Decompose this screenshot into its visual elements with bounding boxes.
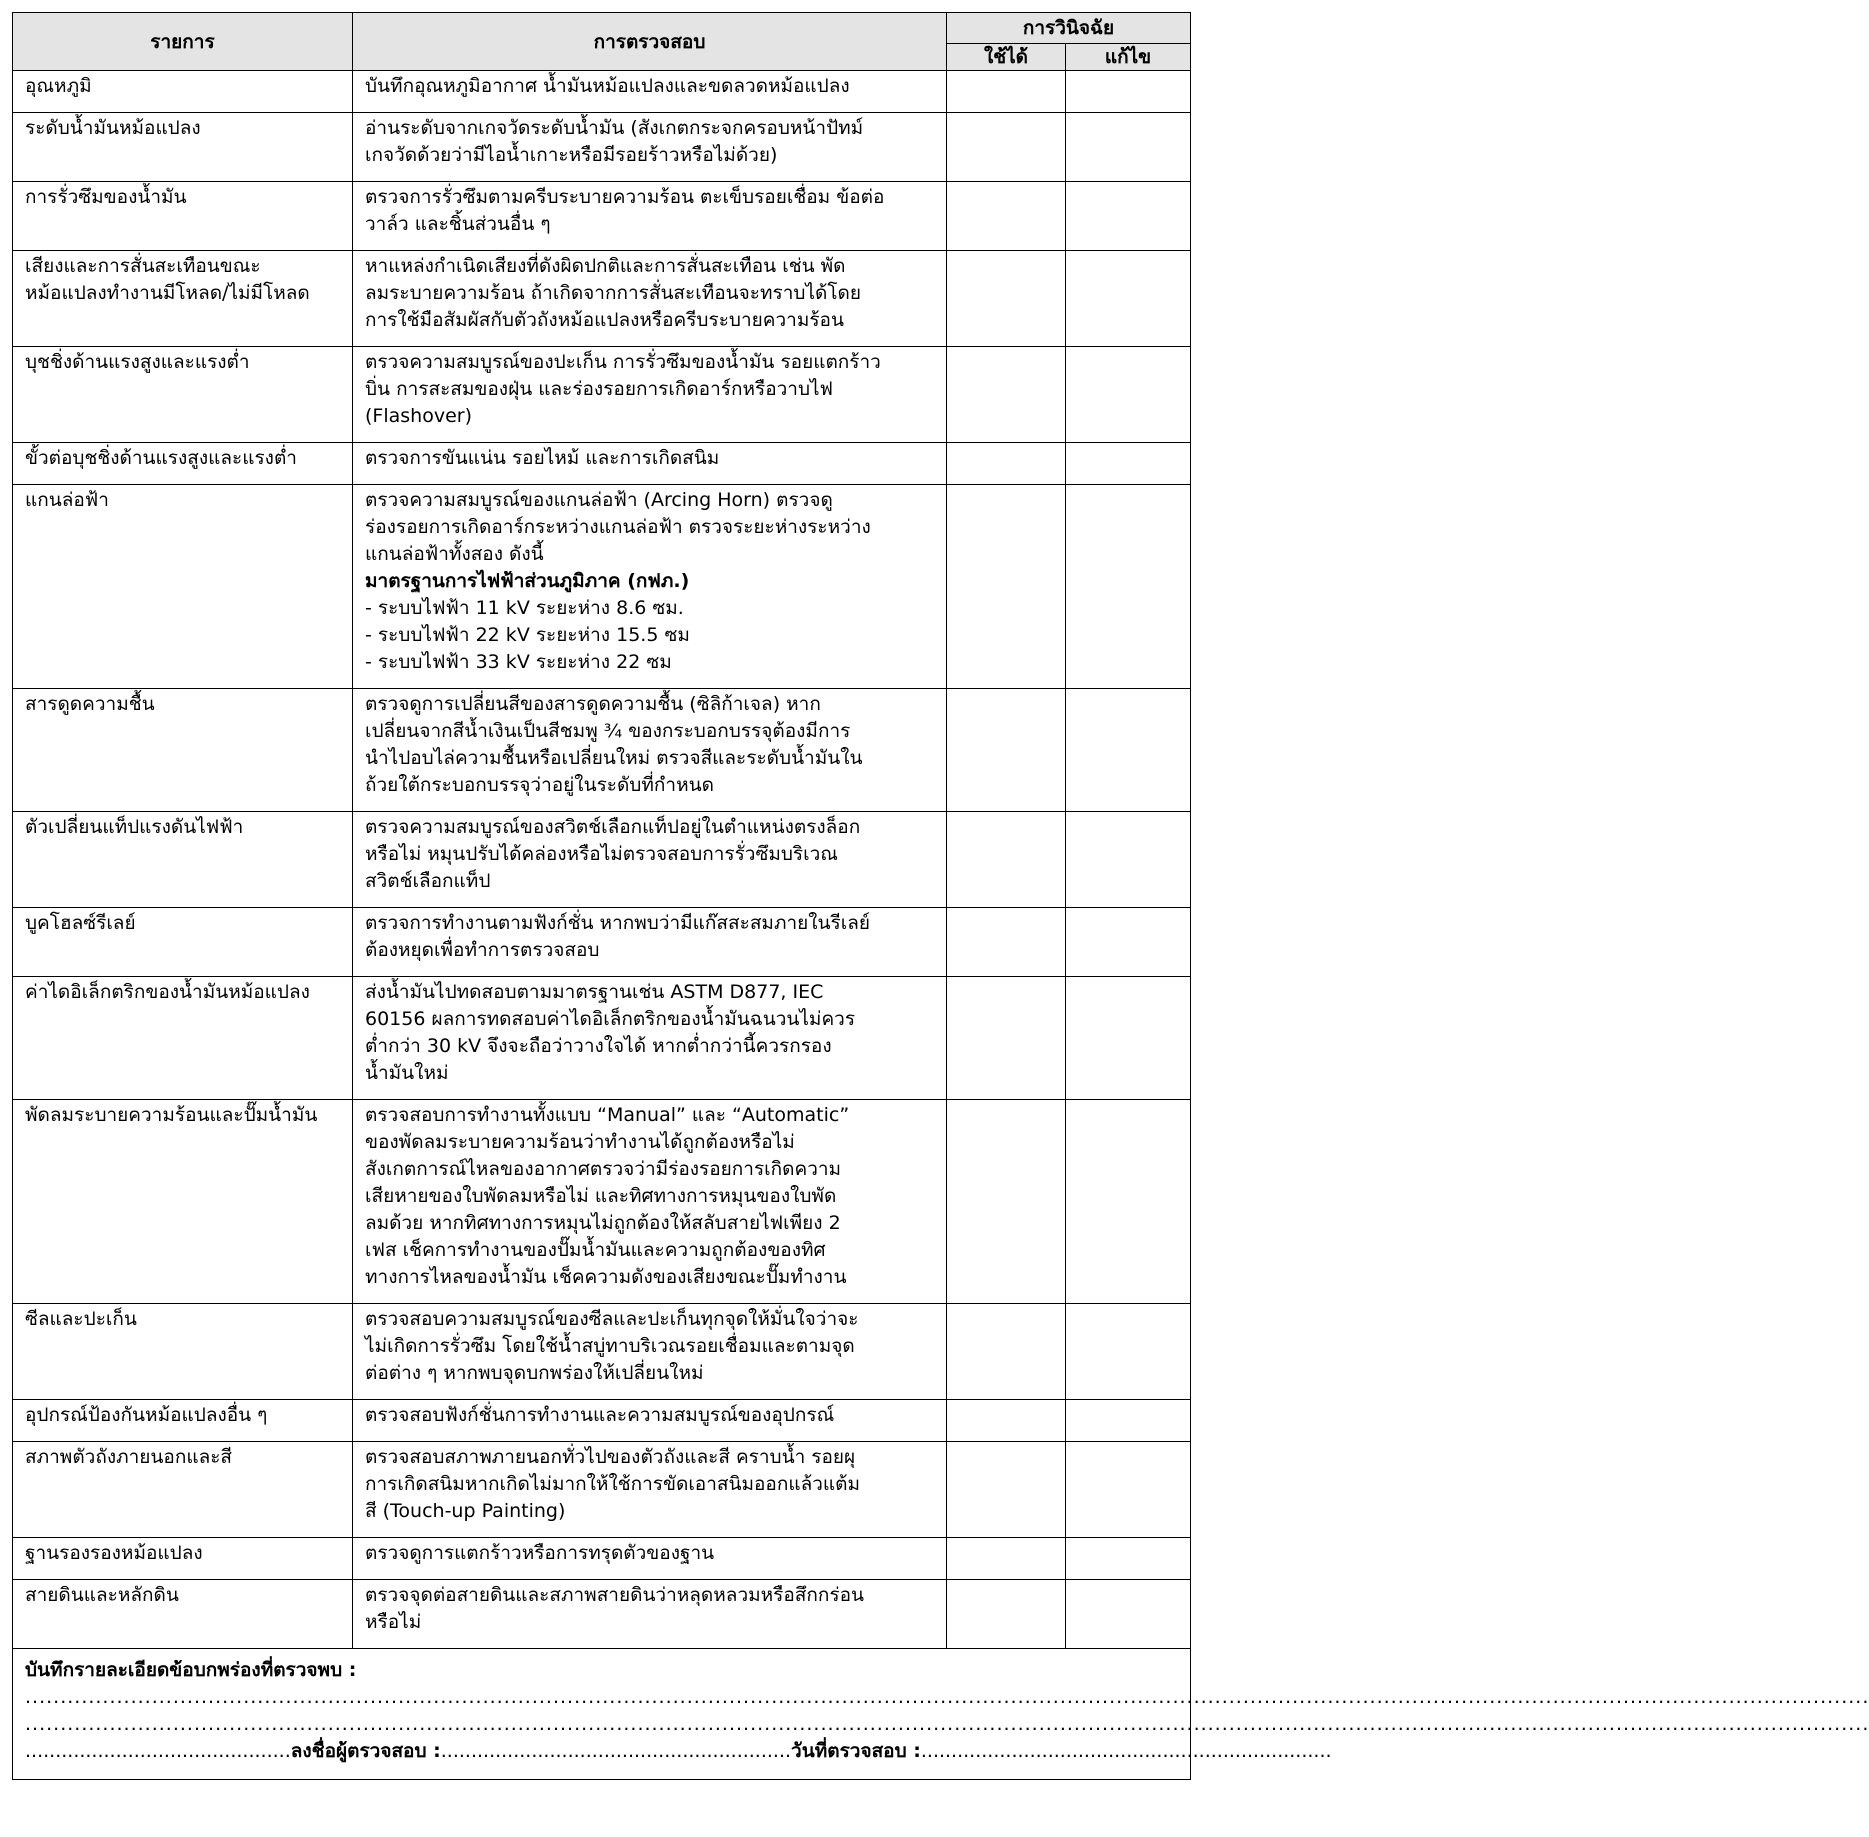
item-cell — [13, 1100, 353, 1304]
item-text: พัดลมระบายความร้อนและปั๊มน้ำมัน — [25, 1104, 318, 1126]
ok-checkbox-cell[interactable] — [947, 113, 1066, 182]
check-text: ตรวจดูการเปลี่ยนสีของสารดูดความชื้น (ซิลิก้าเจล) หาก — [365, 693, 821, 715]
item-cell — [13, 485, 353, 689]
table-row — [13, 485, 1191, 689]
check-text: ของพัดลมระบายความร้อนว่าทำงานได้ถูกต้องหรือไม่ — [365, 1131, 795, 1153]
check-text: เฟส เช็คการทำงานของปั๊มน้ำมันและความถูกต้องของทิศ — [365, 1239, 826, 1261]
item-cell — [13, 1304, 353, 1400]
item-text: แกนล่อฟ้า — [25, 489, 109, 511]
header-check: การตรวจสอบ — [353, 13, 947, 71]
fix-checkbox-cell[interactable] — [1066, 1304, 1191, 1400]
fix-checkbox-cell[interactable] — [1066, 71, 1191, 113]
item-cell — [13, 1538, 353, 1580]
notes-line-2[interactable]: ...................................................................................................................................................................................................................................................................... — [25, 1713, 1869, 1735]
item-text: สายดินและหลักดิน — [25, 1584, 179, 1606]
fix-checkbox-cell[interactable] — [1066, 182, 1191, 251]
check-text: หาแหล่งกำเนิดเสียงที่ดังผิดปกติและการสั่นสะเทือน เช่น พัด — [365, 255, 846, 277]
item-text: อุณหภูมิ — [25, 75, 92, 97]
check-text: แกนล่อฟ้าทั้งสอง ดังนี้ — [365, 543, 544, 565]
check-cell — [353, 347, 947, 443]
check-text: เปลี่ยนจากสีน้ำเงินเป็นสีชมพู ¾ ของกระบอกบรรจุต้องมีการ — [365, 720, 851, 742]
inspection-rows — [13, 71, 1191, 1649]
check-text: สี (Touch-up Painting) — [365, 1500, 566, 1522]
item-text: บูคโฮลซ์รีเลย์ — [25, 912, 136, 934]
check-cell — [353, 1538, 947, 1580]
fix-checkbox-cell[interactable] — [1066, 1538, 1191, 1580]
check-cell — [353, 908, 947, 977]
item-text: การรั่วซึมของน้ำมัน — [25, 186, 187, 208]
table-row — [13, 251, 1191, 347]
fix-checkbox-cell[interactable] — [1066, 1400, 1191, 1442]
ok-checkbox-cell[interactable] — [947, 443, 1066, 485]
item-cell — [13, 1400, 353, 1442]
standard-line: - ระบบไฟฟ้า 22 kV ระยะห่าง 15.5 ซม — [365, 624, 690, 646]
signature-line — [25, 1738, 1332, 1765]
item-text: ฐานรองรองหม้อแปลง — [25, 1542, 203, 1564]
item-cell — [13, 689, 353, 812]
item-cell — [13, 1442, 353, 1538]
check-cell — [353, 1304, 947, 1400]
check-text: หรือไม่ — [365, 1611, 422, 1633]
ok-checkbox-cell[interactable] — [947, 1400, 1066, 1442]
ok-checkbox-cell[interactable] — [947, 251, 1066, 347]
item-cell — [13, 977, 353, 1100]
check-text: 60156 ผลการทดสอบค่าไดอิเล็กตริกของน้ำมันฉนวนไม่ควร — [365, 1008, 856, 1030]
table-row — [13, 1100, 1191, 1304]
fix-checkbox-cell[interactable] — [1066, 1100, 1191, 1304]
table-row — [13, 1442, 1191, 1538]
ok-checkbox-cell[interactable] — [947, 182, 1066, 251]
check-text: ทางการไหลของน้ำมัน เช็คความดังของเสียงขณะปั๊มทำงาน — [365, 1266, 847, 1288]
ok-checkbox-cell[interactable] — [947, 1442, 1066, 1538]
check-text: ตรวจสอบสภาพภายนอกทั่วไปของตัวถังและสี คราบน้ำ รอยผุ — [365, 1446, 856, 1468]
check-text: ตรวจดูการแตกร้าวหรือการทรุดตัวของฐาน — [365, 1542, 715, 1564]
ok-checkbox-cell[interactable] — [947, 812, 1066, 908]
check-text: ตรวจความสมบูรณ์ของสวิตช์เลือกแท็ปอยู่ในตำแหน่งตรงล็อก — [365, 816, 861, 838]
check-text: ตรวจสอบความสมบูรณ์ของซีลและปะเก็นทุกจุดให้มั่นใจว่าจะ — [365, 1308, 859, 1330]
check-text: ตรวจสอบการทำงานทั้งแบบ “Manual” และ “Automatic” — [365, 1104, 850, 1126]
header-ok: ใช้ได้ — [947, 44, 1066, 71]
item-text: ระดับน้ำมันหม้อแปลง — [25, 117, 201, 139]
fix-checkbox-cell[interactable] — [1066, 1442, 1191, 1538]
fix-checkbox-cell[interactable] — [1066, 113, 1191, 182]
ok-checkbox-cell[interactable] — [947, 689, 1066, 812]
ok-checkbox-cell[interactable] — [947, 71, 1066, 113]
check-cell — [353, 689, 947, 812]
inspection-table — [12, 12, 1869, 1780]
fix-checkbox-cell[interactable] — [1066, 347, 1191, 443]
check-text: นำไปอบไล่ความชื้นหรือเปลี่ยนใหม่ ตรวจสีและระดับน้ำมันใน — [365, 747, 863, 769]
check-text: ลมระบายความร้อน ถ้าเกิดจากการสั่นสะเทือนจะทราบได้โดย — [365, 282, 862, 304]
check-text: บันทึกอุณหภูมิอากาศ น้ำมันหม้อแปลงและขดลวดหม้อแปลง — [365, 75, 850, 97]
check-text: ลมด้วย หากทิศทางการหมุนไม่ถูกต้องให้สลับสายไฟเพียง 2 — [365, 1212, 841, 1234]
inspector-label: ลงชื่อผู้ตรวจสอบ : — [290, 1740, 441, 1762]
check-text: ส่งน้ำมันไปทดสอบตามมาตรฐานเช่น ASTM D877, IEC — [365, 981, 824, 1003]
item-cell — [13, 347, 353, 443]
check-text: อ่านระดับจากเกจวัดระดับน้ำมัน (สังเกตกระจกครอบหน้าปัทม์ — [365, 117, 864, 139]
check-cell — [353, 1100, 947, 1304]
standard-line: - ระบบไฟฟ้า 11 kV ระยะห่าง 8.6 ซม. — [365, 597, 684, 619]
item-text: สภาพตัวถังภายนอกและสี — [25, 1446, 233, 1468]
check-text: ตรวจการทำงานตามฟังก์ชั่น หากพบว่ามีแก๊สสะสมภายในรีเลย์ — [365, 912, 871, 934]
item-text: หม้อแปลงทำงานมีโหลด/ไม่มีโหลด — [25, 282, 310, 304]
date-dots[interactable]: .................................................................... — [920, 1740, 1332, 1762]
header-fix: แก้ไข — [1066, 44, 1191, 71]
check-text: สวิตช์เลือกแท็ป — [365, 870, 491, 892]
check-text: น้ำมันใหม่ — [365, 1062, 449, 1084]
check-text: วาล์ว และชิ้นส่วนอื่น ๆ — [365, 213, 551, 235]
header-judge: การวินิจฉัย — [947, 13, 1191, 44]
check-cell — [353, 812, 947, 908]
ok-checkbox-cell[interactable] — [947, 1580, 1066, 1649]
table-row — [13, 1580, 1191, 1649]
check-text: เสียหายของใบพัดลมหรือไม่ และทิศทางการหมุนของใบพัด — [365, 1185, 837, 1207]
check-cell — [353, 1400, 947, 1442]
ok-checkbox-cell[interactable] — [947, 1100, 1066, 1304]
check-text: ตรวจสอบฟังก์ชั่นการทำงานและความสมบูรณ์ของอุปกรณ์ — [365, 1404, 835, 1426]
table-row — [13, 71, 1191, 113]
check-cell — [353, 182, 947, 251]
check-text: ตรวจจุดต่อสายดินและสภาพสายดินว่าหลุดหลวมหรือสึกกร่อน — [365, 1584, 864, 1606]
notes-line-1[interactable]: ...................................................................................................................................................................................................................................................................... — [25, 1686, 1869, 1708]
fix-checkbox-cell[interactable] — [1066, 251, 1191, 347]
item-text: ซีลและปะเก็น — [25, 1308, 137, 1330]
check-cell — [353, 251, 947, 347]
item-cell — [13, 182, 353, 251]
notes-label: บันทึกรายละเอียดข้อบกพร่องที่ตรวจพบ : — [25, 1659, 357, 1681]
item-text: สารดูดความชื้น — [25, 693, 155, 715]
check-text: ถ้วยใต้กระบอกบรรจุว่าอยู่ในระดับที่กำหนด — [365, 774, 714, 796]
ok-checkbox-cell[interactable] — [947, 347, 1066, 443]
table-row — [13, 1538, 1191, 1580]
check-cell — [353, 443, 947, 485]
check-cell — [353, 485, 947, 689]
fix-checkbox-cell[interactable] — [1066, 1580, 1191, 1649]
check-text: ต้องหยุดเพื่อทำการตรวจสอบ — [365, 939, 600, 961]
fix-checkbox-cell[interactable] — [1066, 812, 1191, 908]
item-text: อุปกรณ์ป้องกันหม้อแปลงอื่น ๆ — [25, 1404, 268, 1426]
item-cell — [13, 1580, 353, 1649]
fix-checkbox-cell[interactable] — [1066, 443, 1191, 485]
table-row — [13, 689, 1191, 812]
ok-checkbox-cell[interactable] — [947, 908, 1066, 977]
fix-checkbox-cell[interactable] — [1066, 485, 1191, 689]
table-row — [13, 908, 1191, 977]
table-row — [13, 1400, 1191, 1442]
table-row — [13, 977, 1191, 1100]
check-text: บิ่น การสะสมของฝุ่น และร่องรอยการเกิดอาร์กหรือวาบไฟ — [365, 378, 834, 400]
item-cell — [13, 443, 353, 485]
item-text: ขั้วต่อบุชชิ่งด้านแรงสูงและแรงต่ำ — [25, 447, 297, 469]
standard-line: - ระบบไฟฟ้า 33 kV ระยะห่าง 22 ซม — [365, 651, 672, 673]
check-text: ตรวจความสมบูรณ์ของปะเก็น การรั่วซึมของน้ำมัน รอยแตกร้าว — [365, 351, 881, 373]
date-label: วันที่ตรวจสอบ : — [791, 1740, 921, 1762]
fix-checkbox-cell[interactable] — [1066, 908, 1191, 977]
item-cell — [13, 113, 353, 182]
item-cell — [13, 908, 353, 977]
item-cell — [13, 251, 353, 347]
inspector-dots[interactable]: .......................................................... — [440, 1740, 792, 1762]
item-text: บุชชิ่งด้านแรงสูงและแรงต่ำ — [25, 351, 250, 373]
check-text: (Flashover) — [365, 405, 472, 427]
item-cell — [13, 812, 353, 908]
inspection-form — [12, 12, 1869, 1780]
check-cell — [353, 1580, 947, 1649]
check-text: เกจวัดด้วยว่ามีไอน้ำเกาะหรือมีรอยร้าวหรือไม่ด้วย) — [365, 144, 778, 166]
check-text: การใช้มือสัมผัสกับตัวถังหม้อแปลงหรือครีบระบายความร้อน — [365, 309, 844, 331]
ok-checkbox-cell[interactable] — [947, 1304, 1066, 1400]
table-row — [13, 812, 1191, 908]
notes-section — [13, 1649, 1869, 1780]
check-cell — [353, 71, 947, 113]
check-text: การเกิดสนิมหากเกิดไม่มากให้ใช้การขัดเอาสนิมออกแล้วแต้ม — [365, 1473, 860, 1495]
check-text: หรือไม่ หมุนปรับได้คล่องหรือไม่ตรวจสอบการรั่วซึมบริเวณ — [365, 843, 838, 865]
item-text: ตัวเปลี่ยนแท็ปแรงดันไฟฟ้า — [25, 816, 244, 838]
check-text: ไม่เกิดการรั่วซึม โดยใช้น้ำสบู่ทาบริเวณรอยเชื่อมและตามจุด — [365, 1335, 855, 1357]
signature-dots[interactable]: ............................................ — [25, 1740, 291, 1762]
table-row — [13, 443, 1191, 485]
table-row — [13, 182, 1191, 251]
check-cell — [353, 113, 947, 182]
check-text: ตรวจการรั่วซึมตามครีบระบายความร้อน ตะเข็บรอยเชื่อม ข้อต่อ — [365, 186, 885, 208]
fix-checkbox-cell[interactable] — [1066, 977, 1191, 1100]
header-item: รายการ — [13, 13, 353, 71]
ok-checkbox-cell[interactable] — [947, 1538, 1066, 1580]
item-text: ค่าไดอิเล็กตริกของน้ำมันหม้อแปลง — [25, 981, 310, 1003]
table-row — [13, 1304, 1191, 1400]
ok-checkbox-cell[interactable] — [947, 977, 1066, 1100]
item-cell — [13, 71, 353, 113]
standard-title: มาตรฐานการไฟฟ้าส่วนภูมิภาค (กฟภ.) — [365, 570, 690, 592]
check-cell — [353, 977, 947, 1100]
check-text: ต่อต่าง ๆ หากพบจุดบกพร่องให้เปลี่ยนใหม่ — [365, 1362, 704, 1384]
check-text: ตรวจความสมบูรณ์ของแกนล่อฟ้า (Arcing Horn) ตรวจดู — [365, 489, 833, 511]
check-cell — [353, 1442, 947, 1538]
check-text: สังเกตการณ์ไหลของอากาศตรวจว่ามีร่องรอยการเกิดความ — [365, 1158, 842, 1180]
check-text: ตรวจการขันแน่น รอยไหม้ และการเกิดสนิม — [365, 447, 720, 469]
table-row — [13, 113, 1191, 182]
ok-checkbox-cell[interactable] — [947, 485, 1066, 689]
item-text: เสียงและการสั่นสะเทือนขณะ — [25, 255, 261, 277]
check-text: ต่ำกว่า 30 kV จึงจะถือว่าวางใจได้ หากต่ำกว่านี้ควรกรอง — [365, 1035, 832, 1057]
table-row — [13, 347, 1191, 443]
check-text: ร่องรอยการเกิดอาร์กระหว่างแกนล่อฟ้า ตรวจระยะห่างระหว่าง — [365, 516, 871, 538]
fix-checkbox-cell[interactable] — [1066, 689, 1191, 812]
